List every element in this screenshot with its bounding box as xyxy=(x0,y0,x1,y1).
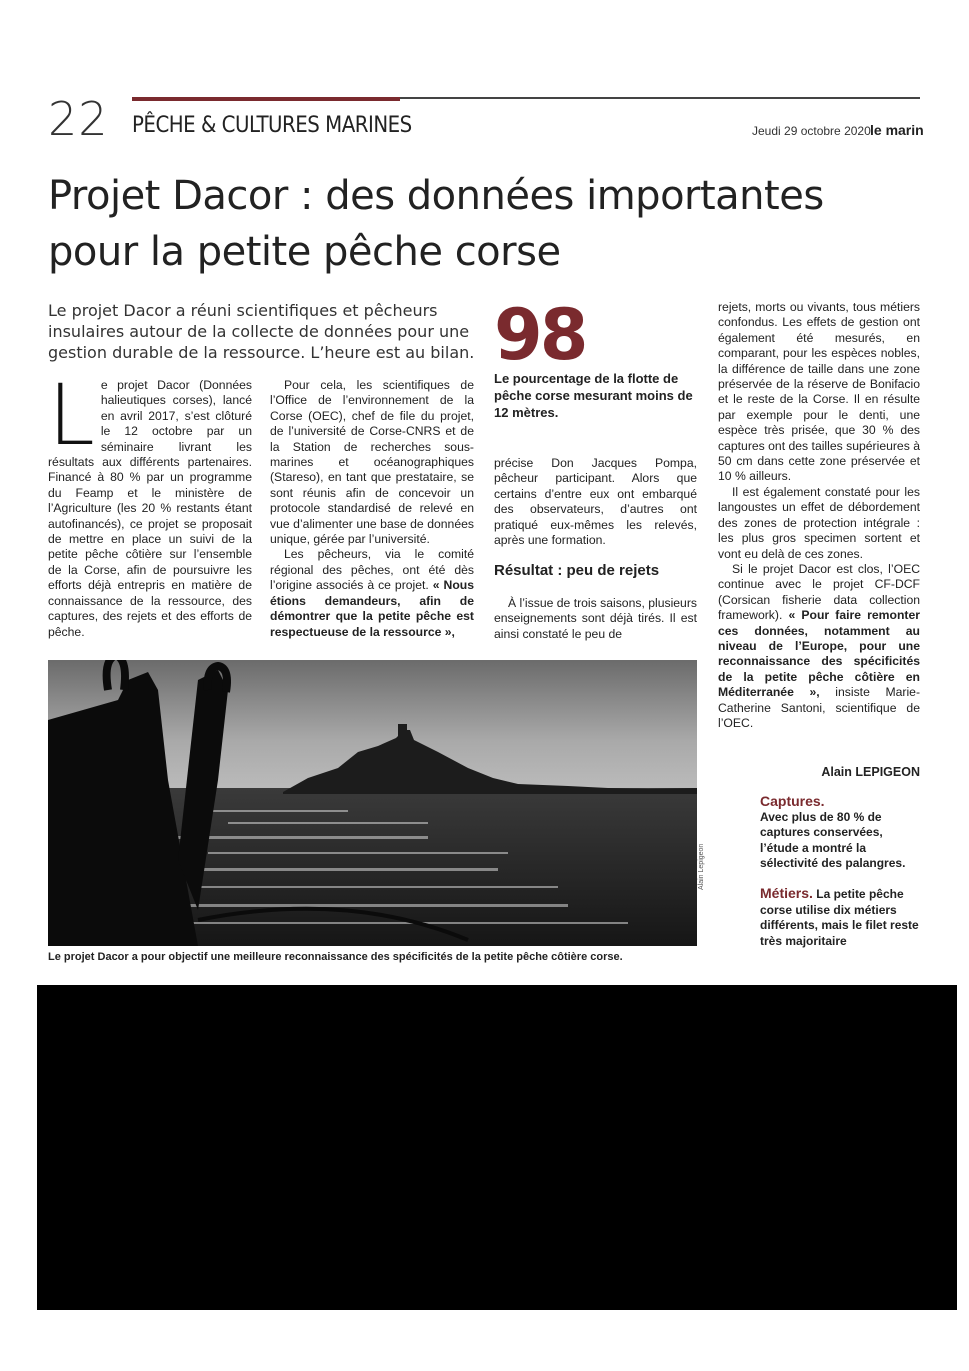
key-figure-caption: Le pourcentage de la flotte de pêche corse mesurant moins de 12 mètres. xyxy=(494,371,693,420)
article-title-line-1: Projet Dacor : des données importantes xyxy=(48,173,824,219)
author-byline: Alain LEPIGEON xyxy=(821,765,920,779)
paragraph: À l’issue de trois saisons, plusieurs enseignements sont déjà tirés. Il est ainsi constaté le peu de xyxy=(494,596,697,641)
article-column-1 xyxy=(48,366,252,640)
section-rule xyxy=(400,97,920,99)
paragraph: e projet Dacor (Données halieutiques corses), lancé en avril 2017, s’est clôturé le 12 octobre par un séminaire livrant les résultats aux différents partenaires. Financé à 80 % par un programme du Feamp et le ministère de l’Agriculture (les 20 % restants étant autofinancés), ce projet se proposait de mettre en place un suivi de la petite pêche côtière sur l’ensemble de la Corse, afin de poursuivre les efforts déjà entrepris en matière de connaissance de la ressource, des captures, des rejets et des efforts de pêche. xyxy=(48,378,252,639)
sidebar-note-text: Avec plus de 80 % de captures conservées, l’étude a montré la sélectivité des palangres. xyxy=(760,809,906,870)
paragraph: Pour cela, les scientifiques de l’Office de l’environnement de la Corse (OEC), chef de file du projet, de l’université de Corse-CNRS et de la Station de recherches sous-marines et océanographiques (Stareso), en tant que prestataire, se sont réunis afin de concevoir un protocole standardisé de relevé en vue d’alimenter une base de données unique, gérée par l’université. xyxy=(270,378,474,547)
paragraph-text: Si le projet Dacor est clos, l’OEC continue avec le projet CF-DCF (Corsican fisherie data collection framework). xyxy=(718,561,920,623)
section-rule-accent xyxy=(132,97,400,101)
quote: « Nous étions demandeurs, afin de démontrer que la petite pêche est respectueuse de la ressource », xyxy=(270,578,474,639)
sidebar-note-captures xyxy=(760,794,920,872)
photo-credit: Alain Lepigeon xyxy=(698,843,705,890)
article-column-3-continued xyxy=(494,596,697,642)
page-number: 22 xyxy=(48,92,109,146)
photo-seascape xyxy=(48,660,697,946)
paragraph-text: insiste Marie-Catherine Santoni, scientifique de l’OEC. xyxy=(718,685,921,730)
paragraph xyxy=(270,547,474,639)
article-photo xyxy=(48,660,697,946)
paragraph: précise Don Jacques Pompa, pêcheur participant. Alors que certains d’entre eux ont embarqué des observateurs, d’autres ont pratiqué eux-mêmes les relevés, après une formation. xyxy=(494,456,697,548)
article-column-3 xyxy=(494,456,697,548)
blank-black-area xyxy=(37,985,957,1310)
sidebar-note-metiers xyxy=(760,886,920,949)
issue-date: Jeudi 29 octobre 2020 xyxy=(752,124,871,138)
article-subheading: Résultat : peu de rejets xyxy=(494,562,660,579)
sidebar-note-text: La petite pêche corse utilise dix métiers différents, mais le filet reste très majoritaire xyxy=(760,887,919,948)
paragraph: rejets, morts ou vivants, tous métiers confondus. Les effets de gestion ont également été mesurés, en comparant, pour les espèces nobles, la différence de taille dans une zone préservée de la réserve de Bonifacio et le reste de la Corse. Il en résulte par exemple pour le denti, une espèce très prisée, que 30 % des captures ont des tailles supérieures à 50 cm dans cette zone préservée et 10 % ailleurs. xyxy=(718,300,920,484)
article-lede: Le projet Dacor a réuni scientifiques et pêcheurs insulaires autour de la collecte de données pour une gestion durable de la ressource. L’heure est au bilan. xyxy=(48,301,475,362)
quote: « Pour faire remonter ces données, notamment au niveau de l’Europe, pour une reconnaissance des spécificités de la petite pêche côtière en Méditerranée », xyxy=(718,608,920,700)
sidebar-note-title: Captures. xyxy=(760,793,825,809)
article-column-2 xyxy=(270,378,474,640)
paragraph-text: Les pêcheurs, via le comité régional des pêches, ont été dès l’origine associés à ce projet. xyxy=(270,547,474,593)
photo-caption: Le projet Dacor a pour objectif une meilleure reconnaissance des spécificités de la petite pêche côtière corse. xyxy=(48,951,623,963)
paragraph xyxy=(718,562,920,731)
article-title xyxy=(48,168,928,280)
paragraph: Il est également constaté pour les langoustes un effet de débordement des zones de protection intégrale : les plus gros specimen sortent et vont eu delà de ces zones. xyxy=(718,484,920,561)
key-figure: 98 xyxy=(494,294,586,376)
publication-logo: le marin xyxy=(870,122,924,138)
section-title: PÊCHE & CULTURES MARINES xyxy=(132,113,412,138)
article-title-line-2: pour la petite pêche corse xyxy=(48,229,561,275)
article-column-4 xyxy=(718,300,920,731)
drop-cap: L xyxy=(48,366,95,464)
sidebar-note-title: Métiers. xyxy=(760,885,813,901)
